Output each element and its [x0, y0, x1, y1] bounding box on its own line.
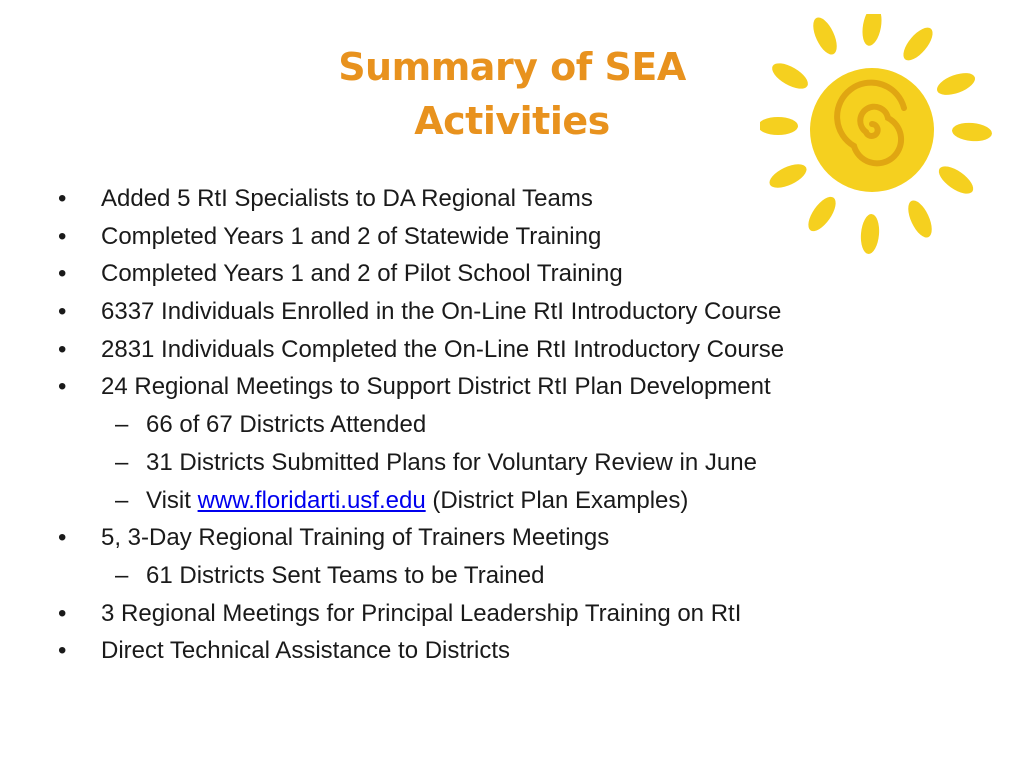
- list-item-text: 5, 3-Day Regional Training of Trainers Meetings: [101, 524, 610, 552]
- title-line-2: Activities: [414, 99, 610, 143]
- list-item-text: 2831 Individuals Completed the On-Line RtI Introductory Course: [101, 335, 785, 363]
- dash-marker: –: [115, 411, 129, 439]
- list-item: [58, 519, 958, 557]
- sub-list-item: [58, 482, 958, 520]
- bullet-marker: •: [58, 637, 67, 665]
- list-item: [58, 255, 958, 293]
- sub-list-item: [58, 557, 958, 595]
- list-item-text-suffix: (District Plan Examples): [425, 486, 689, 514]
- title-line-1: Summary of SEA: [338, 45, 686, 89]
- sun-disc: [810, 68, 934, 192]
- bullet-marker: •: [58, 335, 67, 363]
- list-item-text: 66 of 67 Districts Attended: [146, 411, 427, 439]
- list-item: [58, 293, 958, 331]
- list-item-text: 3 Regional Meetings for Principal Leadership Training on RtI: [101, 599, 742, 627]
- list-item: [58, 595, 958, 633]
- bullet-marker: •: [58, 524, 67, 552]
- list-item-text: 31 Districts Submitted Plans for Voluntary Review in June: [146, 448, 757, 476]
- list-item: [58, 218, 958, 256]
- dash-marker: –: [115, 486, 129, 514]
- list-item: [58, 331, 958, 369]
- list-item-text: 6337 Individuals Enrolled in the On-Line RtI Introductory Course: [101, 298, 782, 326]
- dash-marker: –: [115, 448, 129, 476]
- list-item: [58, 368, 958, 406]
- sub-list-item: [58, 444, 958, 482]
- bullet-marker: •: [58, 260, 67, 288]
- list-item-text: 24 Regional Meetings to Support District RtI Plan Development: [101, 373, 771, 401]
- bullet-marker: •: [58, 185, 67, 212]
- list-item: [58, 180, 958, 218]
- list-item-text-prefix: Visit: [146, 486, 198, 514]
- bullet-marker: •: [58, 373, 67, 401]
- list-item: [58, 632, 958, 670]
- list-item-text: Added 5 RtI Specialists to DA Regional Teams: [101, 185, 593, 212]
- list-item-text: Completed Years 1 and 2 of Pilot School Training: [101, 260, 623, 288]
- bullet-marker: •: [58, 298, 67, 326]
- list-item-text: Direct Technical Assistance to Districts: [101, 637, 511, 665]
- list-item-text: Completed Years 1 and 2 of Statewide Training: [101, 222, 602, 250]
- slide-title: [262, 40, 762, 148]
- bullet-marker: •: [58, 222, 67, 250]
- bullet-list: [58, 180, 958, 670]
- sub-list-item: [58, 406, 958, 444]
- dash-marker: –: [115, 561, 129, 589]
- bullet-marker: •: [58, 599, 67, 627]
- floridarti-link[interactable]: www.floridarti.usf.edu: [197, 486, 426, 514]
- list-item-text: 61 Districts Sent Teams to be Trained: [146, 561, 545, 589]
